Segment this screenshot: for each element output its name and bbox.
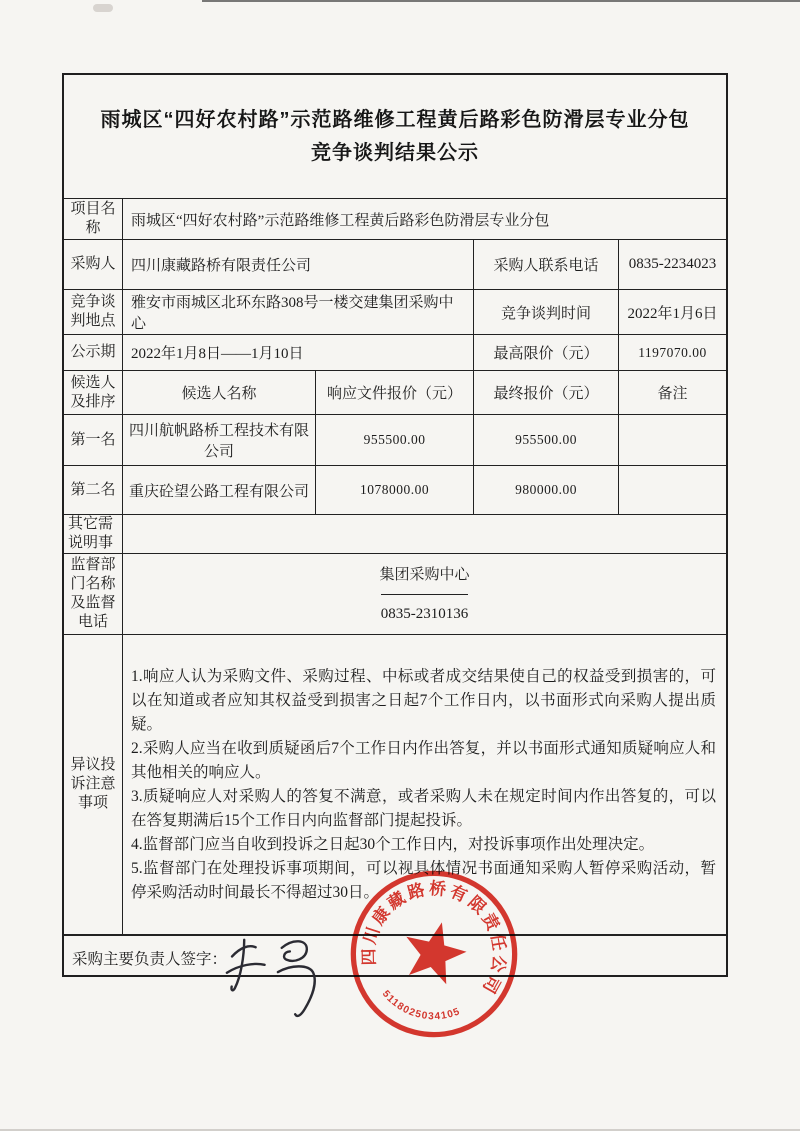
- project-name-label: 项目名称: [70, 201, 116, 236]
- publicity-period-label: 公示期: [70, 344, 116, 360]
- negotiation-place-label: 竞争谈判地点: [70, 294, 116, 329]
- negotiation-row: [64, 289, 726, 334]
- negotiation-time-value: 2022年1月6日: [618, 290, 726, 334]
- max-price-value: 1197070.00: [618, 335, 726, 370]
- candidate-2-final-price: 980000.00: [473, 466, 618, 514]
- notice-item-1: 1.响应人认为采购文件、采购过程、中标或者成交结果使自己的权益受到损害的，可以在知道或者应知其权益受到损害之日起7个工作日内，以书面形式向采购人提出质疑。: [131, 667, 716, 733]
- announcement-table: [62, 73, 728, 977]
- candidate-2-response-price: 1078000.00: [315, 466, 473, 514]
- other-notes-value: [122, 515, 726, 553]
- purchaser-row: [64, 239, 726, 289]
- candidates-final-price-header: 最终报价（元）: [473, 371, 618, 414]
- candidate-1-rank: 第一名: [70, 431, 116, 448]
- candidate-1-remark: [618, 415, 726, 465]
- document-title: [64, 104, 726, 170]
- title-line-1: 雨城区“四好农村路”示范路维修工程黄后路彩色防滑层专业分包: [100, 108, 690, 131]
- candidates-remark-header: 备注: [618, 371, 726, 414]
- candidate-row-1: [64, 414, 726, 465]
- seal-company-name: 四川康藏路桥有限责任公司: [359, 878, 510, 1000]
- purchaser-phone-value: 0835-2234023: [618, 240, 726, 289]
- supervision-row: [64, 553, 726, 634]
- title-line-2: 竞争谈判结果公示: [311, 141, 479, 164]
- notice-item-5: 5.监督部门在处理投诉事项期间，可以视具体情况书面通知采购人暂停采购活动，暂停采购活动时间最长不得超过30日。: [131, 859, 716, 901]
- candidate-1-name: 四川航帆路桥工程技术有限公司: [122, 415, 315, 465]
- candidates-name-header: 候选人名称: [122, 371, 315, 414]
- candidate-2-name: 重庆砼望公路工程有限公司: [122, 466, 315, 514]
- purchaser-phone-label: 采购人联系电话: [473, 240, 618, 289]
- candidate-2-rank: 第二名: [70, 481, 116, 498]
- max-price-label: 最高限价（元）: [473, 335, 618, 370]
- other-notes-row: [64, 514, 726, 553]
- supervision-department: 集团采购中心: [379, 567, 470, 584]
- negotiation-place-value: 雅安市雨城区北环东路308号一楼交建集团采购中心: [122, 290, 473, 334]
- publicity-period-value: 2022年1月8日——1月10日: [122, 335, 473, 370]
- notice-item-3: 3.质疑响应人对采购人的答复不满意，或者采购人未在规定时间内作出答复的，可以在答复期满后15个工作日内向监督部门提起投诉。: [131, 787, 716, 829]
- seal-star-icon: [398, 915, 472, 987]
- scan-smudge-mark: [93, 4, 113, 12]
- supervision-phone: 0835-2310136: [381, 594, 469, 635]
- negotiation-time-label: 竞争谈判时间: [473, 290, 618, 334]
- project-name-value: 雨城区“四好农村路”示范路维修工程黄后路彩色防滑层专业分包: [122, 199, 726, 239]
- notice-item-4: 4.监督部门应当自收到投诉之日起30个工作日内，对投诉事项作出处理决定。: [131, 835, 655, 853]
- project-name-row: [64, 198, 726, 239]
- candidate-1-final-price: 955500.00: [473, 415, 618, 465]
- notice-item-2: 2.采购人应当在收到质疑函后7个工作日内作出答复，并以书面形式通知质疑响应人和其他相关的响应人。: [131, 739, 716, 781]
- candidate-row-2: [64, 465, 726, 514]
- supervision-values: [122, 554, 726, 634]
- candidates-rank-header: 候选人及排序: [70, 374, 116, 410]
- supervision-label: 监督部门名称及监督电话: [70, 557, 116, 630]
- notice-label: 异议投诉注意事项: [70, 757, 116, 811]
- other-notes-label: 其它需说明事: [68, 516, 114, 551]
- seal-registration-number: 5118025034105: [379, 988, 463, 1023]
- candidate-2-remark: [618, 466, 726, 514]
- purchaser-label: 采购人: [70, 256, 116, 272]
- candidates-response-price-header: 响应文件报价（元）: [315, 371, 473, 414]
- company-seal: [338, 858, 530, 1050]
- candidate-1-response-price: 955500.00: [315, 415, 473, 465]
- signature-label: 采购主要负责人签字：: [72, 950, 228, 968]
- title-row: [64, 75, 726, 198]
- publicity-period-row: [64, 334, 726, 370]
- candidates-header-row: [64, 370, 726, 414]
- purchaser-value: 四川康藏路桥有限责任公司: [122, 240, 473, 289]
- scan-edge-artifact: [202, 0, 800, 2]
